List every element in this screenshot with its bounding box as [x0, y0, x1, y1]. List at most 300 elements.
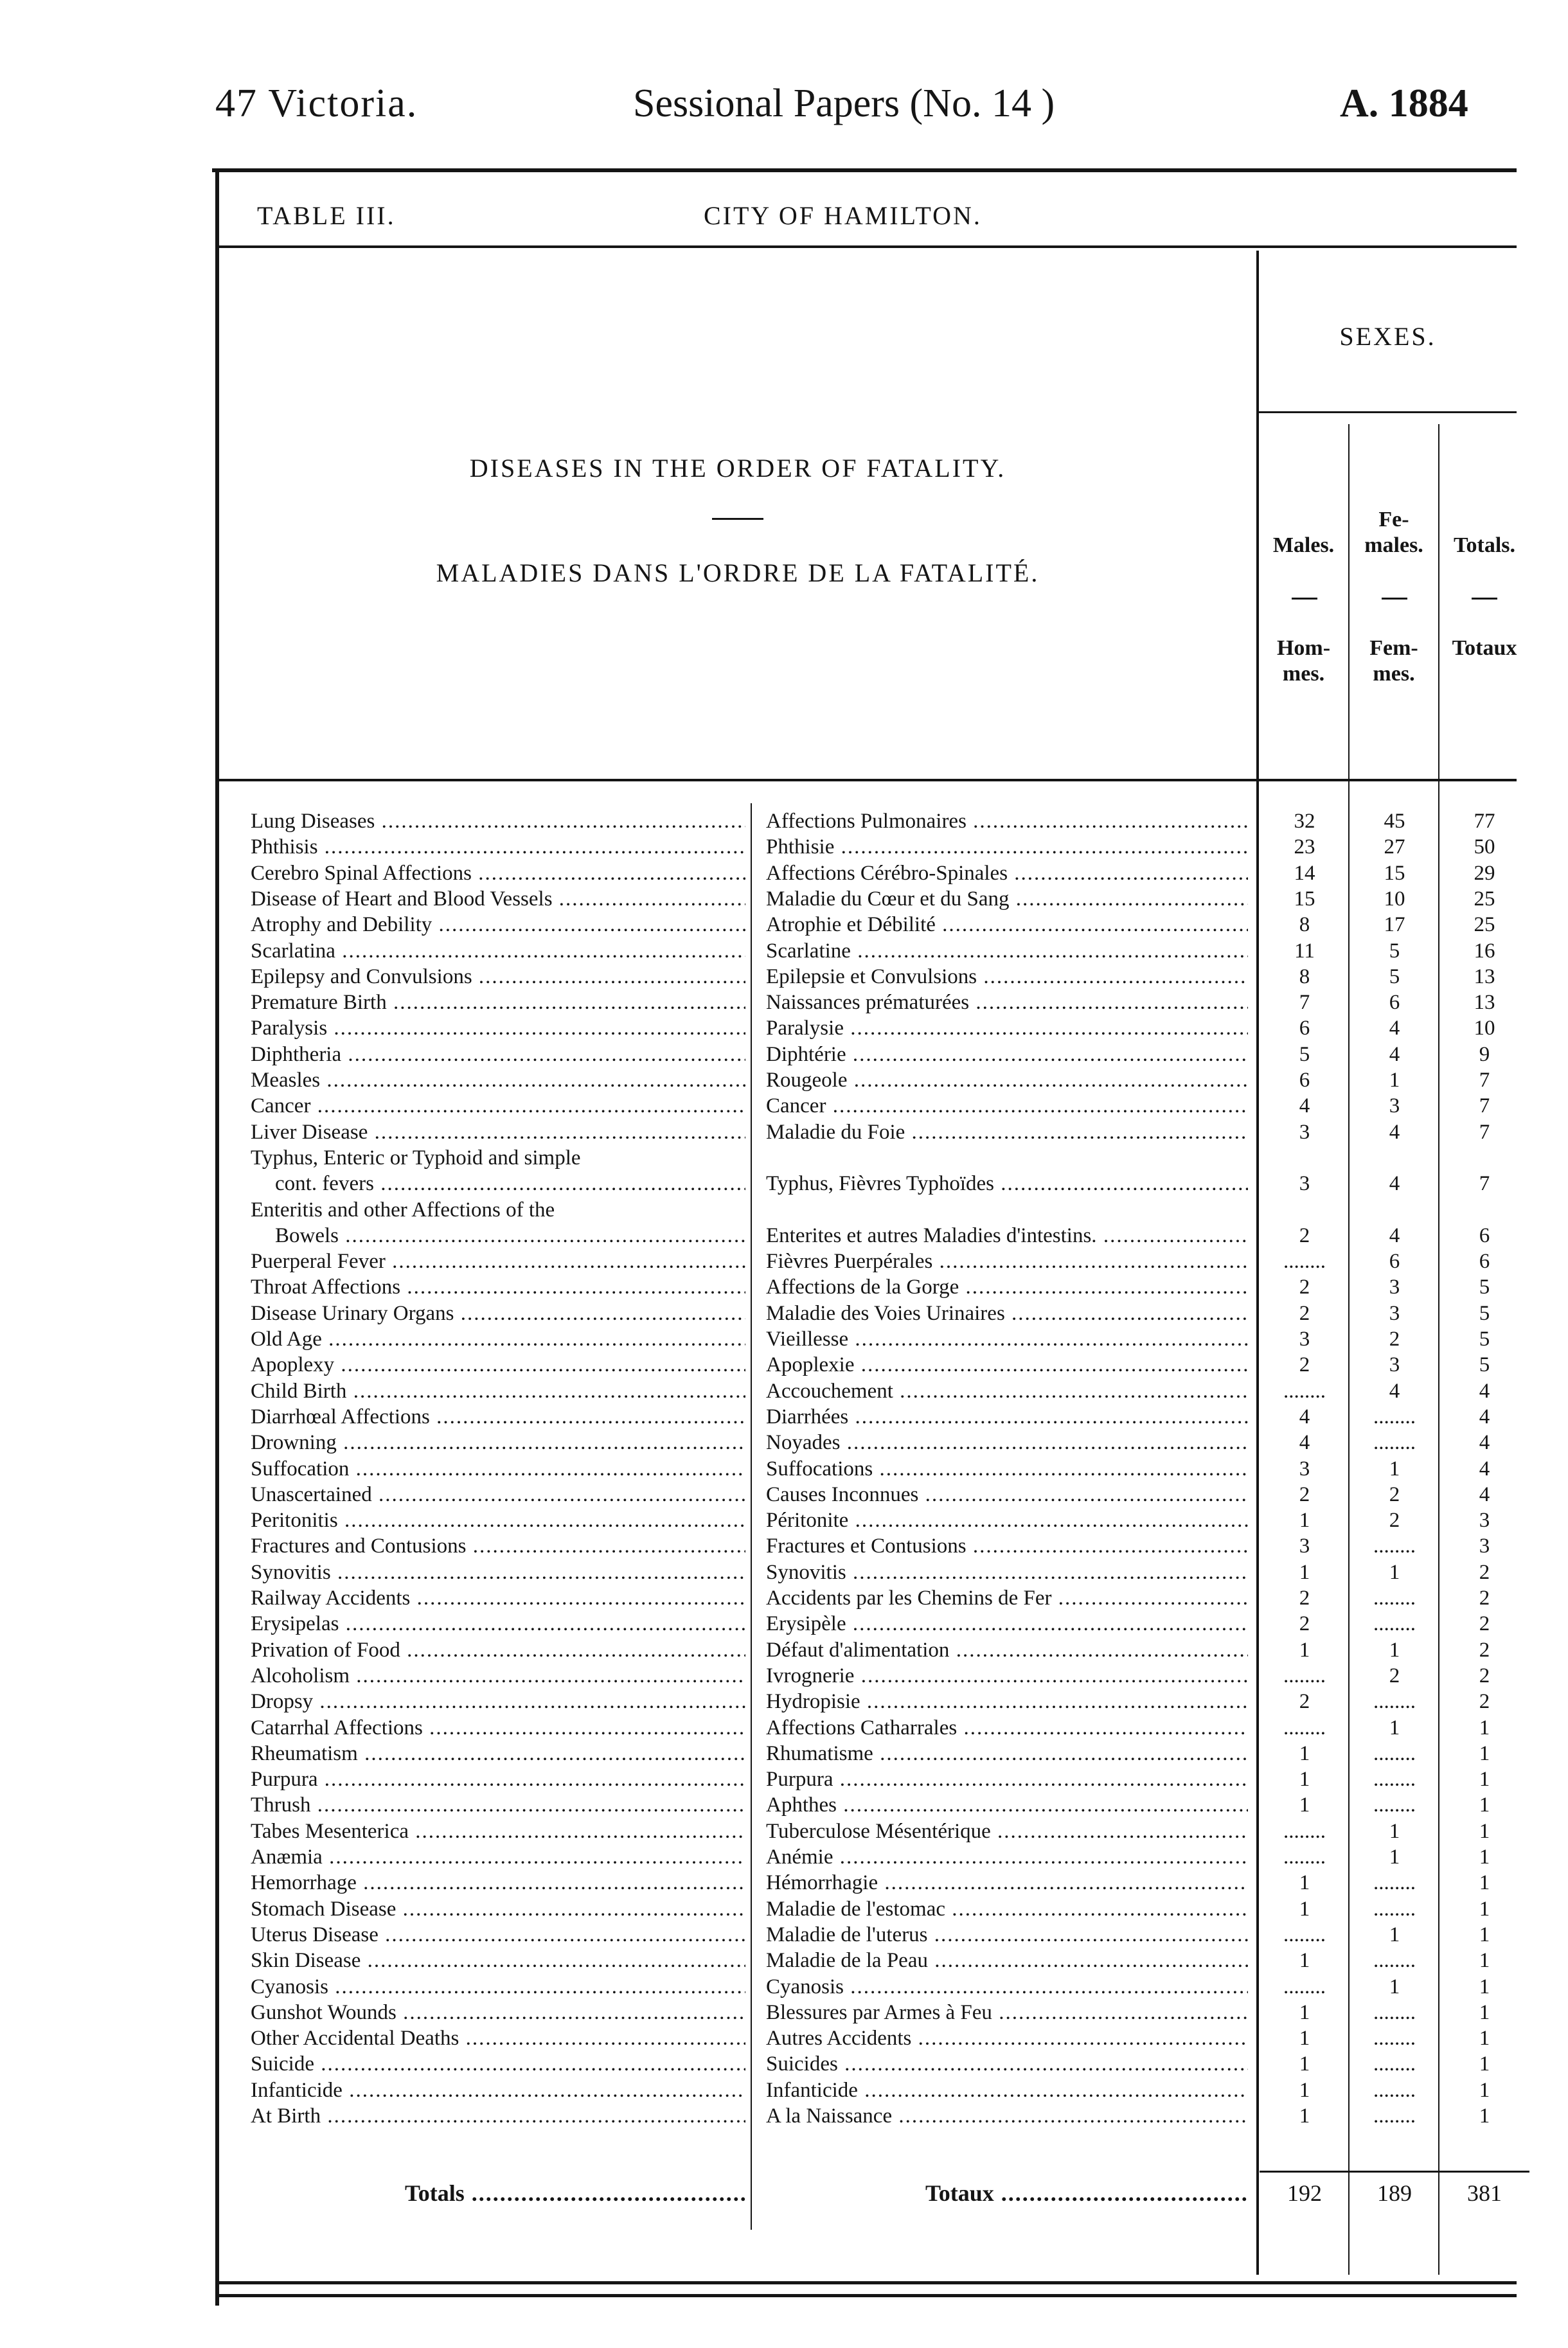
totals-label-french: Totaux .....	[925, 2178, 1247, 2208]
total-count: 4	[1479, 1457, 1490, 1481]
disease-french: Suffocations .....	[766, 1456, 1248, 1482]
females-count: 27	[1384, 835, 1405, 859]
disease-english: Drowning .....	[251, 1430, 745, 1455]
disease-english: Measles .....	[251, 1067, 745, 1093]
disease-english: Child Birth .....	[251, 1378, 745, 1404]
disease-english: Unascertained .....	[251, 1482, 745, 1508]
disease-english: Suicide .....	[251, 2051, 745, 2077]
males-count: 8	[1299, 965, 1310, 988]
table-row	[0, 2103, 1568, 2129]
males-count: 3	[1299, 1120, 1310, 1144]
total-count: 1	[1479, 2104, 1490, 2128]
disease-french: Maladie de l'uterus .....	[766, 1922, 1248, 1948]
females-count: 4	[1389, 1223, 1400, 1247]
disease-french: Suicides .....	[766, 2051, 1248, 2077]
table-row	[0, 860, 1568, 886]
disease-english: Synovitis .....	[251, 1560, 745, 1585]
table-row	[0, 938, 1568, 964]
disease-french: Enterites et autres Maladies d'intestins. .....	[766, 1223, 1248, 1249]
disease-english: At Birth .....	[251, 2103, 745, 2129]
table-row	[0, 1352, 1568, 1378]
total-count: 5	[1479, 1328, 1490, 1351]
disease-french: Hémorrhagie .....	[766, 1870, 1248, 1896]
disease-english-line1: Enteritis and other Affections of the	[251, 1198, 555, 1222]
disease-french: Purpura .....	[766, 1766, 1248, 1792]
disease-french: Cancer .....	[766, 1093, 1248, 1119]
disease-english: Old Age .....	[251, 1326, 745, 1352]
disease-english-line1: Typhus, Enteric or Typhoid and simple	[251, 1146, 581, 1170]
disease-english: Purpura .....	[251, 1766, 745, 1792]
disease-english: Fractures and Contusions .....	[251, 1533, 745, 1559]
disease-english: Puerperal Fever .....	[251, 1249, 745, 1274]
disease-french: Typhus, Fièvres Typhoïdes .....	[766, 1171, 1248, 1196]
table-row	[0, 1560, 1568, 1585]
total-count: 6	[1479, 1250, 1490, 1274]
females-count: ........	[1373, 1612, 1416, 1636]
females-count: 1	[1389, 1923, 1400, 1946]
title-french: MALADIES DANS L'ORDRE DE LA FATALITÉ.	[436, 558, 1040, 587]
disease-french: Fractures et Contusions .....	[766, 1533, 1248, 1559]
females-count: ........	[1373, 1768, 1416, 1792]
disease-english: Stomach Disease .....	[251, 1896, 745, 1922]
males-count: 6	[1299, 1069, 1310, 1092]
females-count: 6	[1389, 991, 1400, 1015]
females-count: 3	[1389, 1353, 1400, 1377]
disease-english: Dropsy .....	[251, 1689, 745, 1714]
disease-french: Maladie des Voies Urinaires .....	[766, 1301, 1248, 1326]
total-count: 1	[1479, 2052, 1490, 2076]
total-count: 4	[1479, 1482, 1490, 1506]
disease-french: Naissances prématurées .....	[766, 990, 1248, 1015]
disease-french: Causes Inconnues .....	[766, 1482, 1248, 1508]
table-row	[0, 1482, 1568, 1508]
disease-french: Péritonite .....	[766, 1508, 1248, 1533]
females-count: ........	[1373, 2027, 1416, 2050]
table-row	[0, 1171, 1568, 1196]
males-count: 4	[1299, 1431, 1310, 1455]
sexes-heading: SEXES.	[1339, 322, 1436, 351]
total-count: 5	[1479, 1301, 1490, 1325]
running-header-volume: 47 Victoria.	[215, 82, 418, 125]
disease-english: Railway Accidents .....	[251, 1585, 745, 1611]
disease-french: Paralysie .....	[766, 1015, 1248, 1041]
total-count: 4	[1479, 1431, 1490, 1455]
disease-english: Cyanosis .....	[251, 1974, 745, 2000]
disease-english: Tabes Mesenterica .....	[251, 1819, 745, 1844]
males-count: 1	[1299, 1509, 1310, 1533]
females-count: 1	[1389, 1819, 1400, 1843]
males-count: ........	[1283, 1250, 1326, 1274]
females-count: 2	[1389, 1509, 1400, 1533]
females-count: ........	[1373, 1871, 1416, 1895]
females-count: 15	[1384, 861, 1405, 885]
total-count: 25	[1474, 913, 1495, 937]
disease-french: Maladie du Foie .....	[766, 1119, 1248, 1145]
disease-english: Infanticide .....	[251, 2077, 745, 2103]
disease-english: Thrush .....	[251, 1792, 745, 1818]
males-count: 14	[1294, 861, 1315, 885]
females-count: 4	[1389, 1042, 1400, 1066]
disease-english: Atrophy and Debility .....	[251, 912, 745, 938]
females-count: 5	[1389, 939, 1400, 963]
total-count: 16	[1474, 939, 1495, 963]
totals-label-english: Totals .....	[405, 2178, 745, 2208]
totals-all: 381	[1467, 2180, 1502, 2206]
males-count: 1	[1299, 2000, 1310, 2024]
total-count: 1	[1479, 1949, 1490, 1973]
disease-french: Atrophie et Débilité .....	[766, 912, 1248, 938]
females-count: ........	[1373, 1741, 1416, 1765]
total-count: 2	[1479, 1690, 1490, 1714]
disease-english: Hemorrhage .....	[251, 1870, 745, 1896]
col-females-heading-line1: Fe-	[1378, 508, 1409, 531]
females-count: 10	[1384, 887, 1405, 911]
females-count: ........	[1373, 1405, 1416, 1428]
total-count: 1	[1479, 2027, 1490, 2050]
table-row	[0, 1430, 1568, 1455]
disease-french: Accidents par les Chemins de Fer .....	[766, 1585, 1248, 1611]
females-count: 17	[1384, 913, 1405, 937]
total-count: 50	[1474, 835, 1495, 859]
males-count: 2	[1299, 1587, 1310, 1610]
disease-french: Tuberculose Mésentérique .....	[766, 1819, 1248, 1844]
running-header-year: A. 1884	[1340, 82, 1468, 125]
females-count: 4	[1389, 1379, 1400, 1403]
disease-english: Phthisis .....	[251, 834, 745, 860]
disease-english: Suffocation .....	[251, 1456, 745, 1482]
disease-french: Diphtérie .....	[766, 1042, 1248, 1067]
females-count: 2	[1389, 1664, 1400, 1687]
males-count: 4	[1299, 1405, 1310, 1428]
males-count: 1	[1299, 1949, 1310, 1973]
total-count: 7	[1479, 1172, 1490, 1196]
total-count: 6	[1479, 1223, 1490, 1247]
table-row	[0, 1533, 1568, 1559]
total-count: 13	[1474, 991, 1495, 1015]
females-count: 4	[1389, 1120, 1400, 1144]
females-count: ........	[1373, 1534, 1416, 1558]
males-count: 5	[1299, 1042, 1310, 1066]
col-females-fr-line1: Fem-	[1369, 636, 1418, 660]
total-count: 1	[1479, 1923, 1490, 1946]
total-count: 1	[1479, 1897, 1490, 1921]
males-count: 3	[1299, 1534, 1310, 1558]
disease-english: Rheumatism .....	[251, 1741, 745, 1766]
table-row	[0, 1378, 1568, 1404]
total-count: 2	[1479, 1587, 1490, 1610]
total-count: 77	[1474, 810, 1495, 833]
disease-french: Cyanosis .....	[766, 1974, 1248, 2000]
table-row	[0, 2077, 1568, 2103]
females-count: ........	[1373, 2052, 1416, 2076]
col-males-heading: Males.	[1272, 533, 1335, 557]
males-count: 2	[1299, 1353, 1310, 1377]
males-count: 1	[1299, 1793, 1310, 1817]
table-row	[0, 912, 1568, 938]
col-males-fr-line2: mes.	[1282, 662, 1325, 686]
total-count: 5	[1479, 1276, 1490, 1299]
table-row	[0, 1715, 1568, 1741]
disease-french: Ivrognerie .....	[766, 1663, 1248, 1689]
table-row-continuation	[0, 1197, 1568, 1223]
females-count: 2	[1389, 1482, 1400, 1506]
males-count: 3	[1299, 1328, 1310, 1351]
total-count: 29	[1474, 861, 1495, 885]
table-row	[0, 1974, 1568, 2000]
table-row	[0, 2051, 1568, 2077]
table-row-continuation	[0, 1145, 1568, 1171]
table-row	[0, 1404, 1568, 1430]
females-count: 1	[1389, 1560, 1400, 1584]
disease-french: Rhumatisme .....	[766, 1741, 1248, 1766]
disease-french: Anémie .....	[766, 1844, 1248, 1870]
table-row	[0, 1896, 1568, 1922]
table-row	[0, 1689, 1568, 1714]
table-row	[0, 990, 1568, 1015]
total-count: 1	[1479, 1845, 1490, 1869]
totals-males: 192	[1287, 2180, 1322, 2206]
total-count: 7	[1479, 1069, 1490, 1092]
disease-french: Scarlatine .....	[766, 938, 1248, 964]
col-totals-fr-heading: Totaux	[1452, 636, 1517, 660]
females-count: 1	[1389, 1638, 1400, 1662]
disease-english: Alcoholism .....	[251, 1663, 745, 1689]
totals-row	[0, 2178, 1568, 2208]
disease-english: Disease of Heart and Blood Vessels .....	[251, 886, 745, 912]
total-count: 1	[1479, 1975, 1490, 1998]
females-count: ........	[1373, 1431, 1416, 1455]
males-count: ........	[1283, 1664, 1326, 1687]
disease-french: Affections Cérébro-Spinales .....	[766, 860, 1248, 886]
males-count: 1	[1299, 1560, 1310, 1584]
disease-english: Anæmia .....	[251, 1844, 745, 1870]
total-count: 5	[1479, 1353, 1490, 1377]
total-count: 3	[1479, 1509, 1490, 1533]
disease-english: Paralysis .....	[251, 1015, 745, 1041]
females-count: ........	[1373, 1897, 1416, 1921]
females-count: ........	[1373, 2000, 1416, 2024]
males-count: ........	[1283, 1845, 1326, 1869]
females-count: 3	[1389, 1094, 1400, 1118]
females-count: ........	[1373, 1793, 1416, 1817]
disease-french: Autres Accidents .....	[766, 2025, 1248, 2051]
table-row	[0, 1870, 1568, 1896]
disease-english: Lung Diseases .....	[251, 808, 745, 834]
disease-english: Peritonitis .....	[251, 1508, 745, 1533]
total-count: 3	[1479, 1534, 1490, 1558]
total-count: 10	[1474, 1017, 1495, 1040]
table-row	[0, 1844, 1568, 1870]
males-count: 3	[1299, 1172, 1310, 1196]
disease-english: Liver Disease .....	[251, 1119, 745, 1145]
disease-english: Premature Birth .....	[251, 990, 745, 1015]
total-count: 2	[1479, 1612, 1490, 1636]
table-row	[0, 1042, 1568, 1067]
table-row	[0, 1922, 1568, 1948]
disease-french: Fièvres Puerpérales .....	[766, 1249, 1248, 1274]
table-row	[0, 1637, 1568, 1663]
disease-french: Phthisie .....	[766, 834, 1248, 860]
total-count: 2	[1479, 1560, 1490, 1584]
males-count: 8	[1299, 913, 1310, 937]
males-count: ........	[1283, 1716, 1326, 1739]
females-count: ........	[1373, 1587, 1416, 1610]
disease-english: Privation of Food .....	[251, 1637, 745, 1663]
total-count: 1	[1479, 1819, 1490, 1843]
males-count: 2	[1299, 1690, 1310, 1714]
males-count: 2	[1299, 1223, 1310, 1247]
total-count: 1	[1479, 1793, 1490, 1817]
disease-english: Cerebro Spinal Affections .....	[251, 860, 745, 886]
disease-french: Blessures par Armes à Feu .....	[766, 2000, 1248, 2025]
males-count: 3	[1299, 1457, 1310, 1481]
females-count: 2	[1389, 1328, 1400, 1351]
males-count: 1	[1299, 1897, 1310, 1921]
females-count: 1	[1389, 1975, 1400, 1998]
running-header-title: Sessional Papers (No. 14 )	[633, 82, 1055, 125]
col-females-fr-line2: mes.	[1373, 662, 1415, 686]
disease-french: Vieillesse .....	[766, 1326, 1248, 1352]
disease-french: Défaut d'alimentation .....	[766, 1637, 1248, 1663]
table-row	[0, 2025, 1568, 2051]
table-row	[0, 1663, 1568, 1689]
table-row	[0, 1093, 1568, 1119]
males-count: 1	[1299, 2052, 1310, 2076]
males-count: 32	[1294, 810, 1315, 833]
total-count: 2	[1479, 1638, 1490, 1662]
disease-english: Uterus Disease .....	[251, 1922, 745, 1948]
title-english: DISEASES IN THE ORDER OF FATALITY.	[469, 454, 1006, 483]
table-row	[0, 1456, 1568, 1482]
table-row	[0, 1508, 1568, 1533]
disease-english: Apoplexy .....	[251, 1352, 745, 1378]
males-count: ........	[1283, 1923, 1326, 1946]
disease-french: Infanticide .....	[766, 2077, 1248, 2103]
total-count: 9	[1479, 1042, 1490, 1066]
total-count: 1	[1479, 1871, 1490, 1895]
disease-english: Disease Urinary Organs .....	[251, 1301, 745, 1326]
males-count: 15	[1294, 887, 1315, 911]
disease-english: Catarrhal Affections .....	[251, 1715, 745, 1741]
table-row	[0, 964, 1568, 990]
col-females-heading-line2: males.	[1364, 533, 1423, 557]
table-row	[0, 1067, 1568, 1093]
males-count: 1	[1299, 1768, 1310, 1792]
females-count: 5	[1389, 965, 1400, 988]
table-row	[0, 1766, 1568, 1792]
males-count: 1	[1299, 2078, 1310, 2102]
disease-english: Bowels .....	[275, 1223, 745, 1249]
males-count: 2	[1299, 1301, 1310, 1325]
total-count: 1	[1479, 2000, 1490, 2024]
table-row	[0, 1249, 1568, 1274]
table-row	[0, 886, 1568, 912]
females-count: 1	[1389, 1457, 1400, 1481]
total-count: 4	[1479, 1405, 1490, 1428]
males-count: 2	[1299, 1612, 1310, 1636]
table-row	[0, 1792, 1568, 1818]
males-count: 1	[1299, 2104, 1310, 2128]
disease-english: Erysipelas .....	[251, 1611, 745, 1637]
disease-french: Affections Pulmonaires .....	[766, 808, 1248, 834]
total-count: 1	[1479, 1716, 1490, 1739]
table-row	[0, 1326, 1568, 1352]
total-count: 4	[1479, 1379, 1490, 1403]
females-count: 3	[1389, 1276, 1400, 1299]
disease-english: cont. fevers .....	[275, 1171, 745, 1196]
table-row	[0, 1119, 1568, 1145]
males-count: 1	[1299, 1638, 1310, 1662]
males-count: 6	[1299, 1017, 1310, 1040]
disease-french: Synovitis .....	[766, 1560, 1248, 1585]
total-count: 13	[1474, 965, 1495, 988]
males-count: 4	[1299, 1094, 1310, 1118]
females-count: 45	[1384, 810, 1405, 833]
disease-french: Affections Catharrales .....	[766, 1715, 1248, 1741]
table-row	[0, 1611, 1568, 1637]
disease-english: Throat Affections .....	[251, 1274, 745, 1300]
disease-english: Diarrhœal Affections .....	[251, 1404, 745, 1430]
disease-english: Scarlatina .....	[251, 938, 745, 964]
table-row	[0, 1274, 1568, 1300]
table-row	[0, 1015, 1568, 1041]
females-count: 4	[1389, 1017, 1400, 1040]
females-count: ........	[1373, 2078, 1416, 2102]
males-count: 1	[1299, 1871, 1310, 1895]
disease-french: Rougeole .....	[766, 1067, 1248, 1093]
totals-females: 189	[1377, 2180, 1412, 2206]
disease-english: Other Accidental Deaths .....	[251, 2025, 745, 2051]
total-count: 7	[1479, 1120, 1490, 1144]
disease-french: Affections de la Gorge .....	[766, 1274, 1248, 1300]
males-count: 7	[1299, 991, 1310, 1015]
males-count: ........	[1283, 1379, 1326, 1403]
males-count: ........	[1283, 1819, 1326, 1843]
table-city: CITY OF HAMILTON.	[704, 201, 982, 230]
table-row	[0, 1223, 1568, 1249]
total-count: 1	[1479, 1741, 1490, 1765]
females-count: 1	[1389, 1069, 1400, 1092]
disease-french: Diarrhées .....	[766, 1404, 1248, 1430]
table-row	[0, 1585, 1568, 1611]
table-row	[0, 1819, 1568, 1844]
females-count: 1	[1389, 1845, 1400, 1869]
disease-french: Accouchement .....	[766, 1378, 1248, 1404]
disease-english: Diphtheria .....	[251, 1042, 745, 1067]
disease-french: Maladie de l'estomac .....	[766, 1896, 1248, 1922]
males-count: 1	[1299, 1741, 1310, 1765]
total-count: 1	[1479, 1768, 1490, 1792]
males-count: ........	[1283, 1975, 1326, 1998]
males-count: 2	[1299, 1276, 1310, 1299]
disease-french: Maladie du Cœur et du Sang .....	[766, 886, 1248, 912]
females-count: ........	[1373, 2104, 1416, 2128]
disease-french: Apoplexie .....	[766, 1352, 1248, 1378]
females-count: ........	[1373, 1690, 1416, 1714]
total-count: 7	[1479, 1094, 1490, 1118]
disease-french: A la Naissance .....	[766, 2103, 1248, 2129]
table-row	[0, 808, 1568, 834]
table-row	[0, 1301, 1568, 1326]
total-count: 25	[1474, 887, 1495, 911]
disease-french: Aphthes .....	[766, 1792, 1248, 1818]
disease-french: Noyades .....	[766, 1430, 1248, 1455]
females-count: ........	[1373, 1949, 1416, 1973]
disease-english: Skin Disease .....	[251, 1948, 745, 1973]
table-row	[0, 1741, 1568, 1766]
males-count: 11	[1294, 939, 1315, 963]
females-count: 1	[1389, 1716, 1400, 1739]
